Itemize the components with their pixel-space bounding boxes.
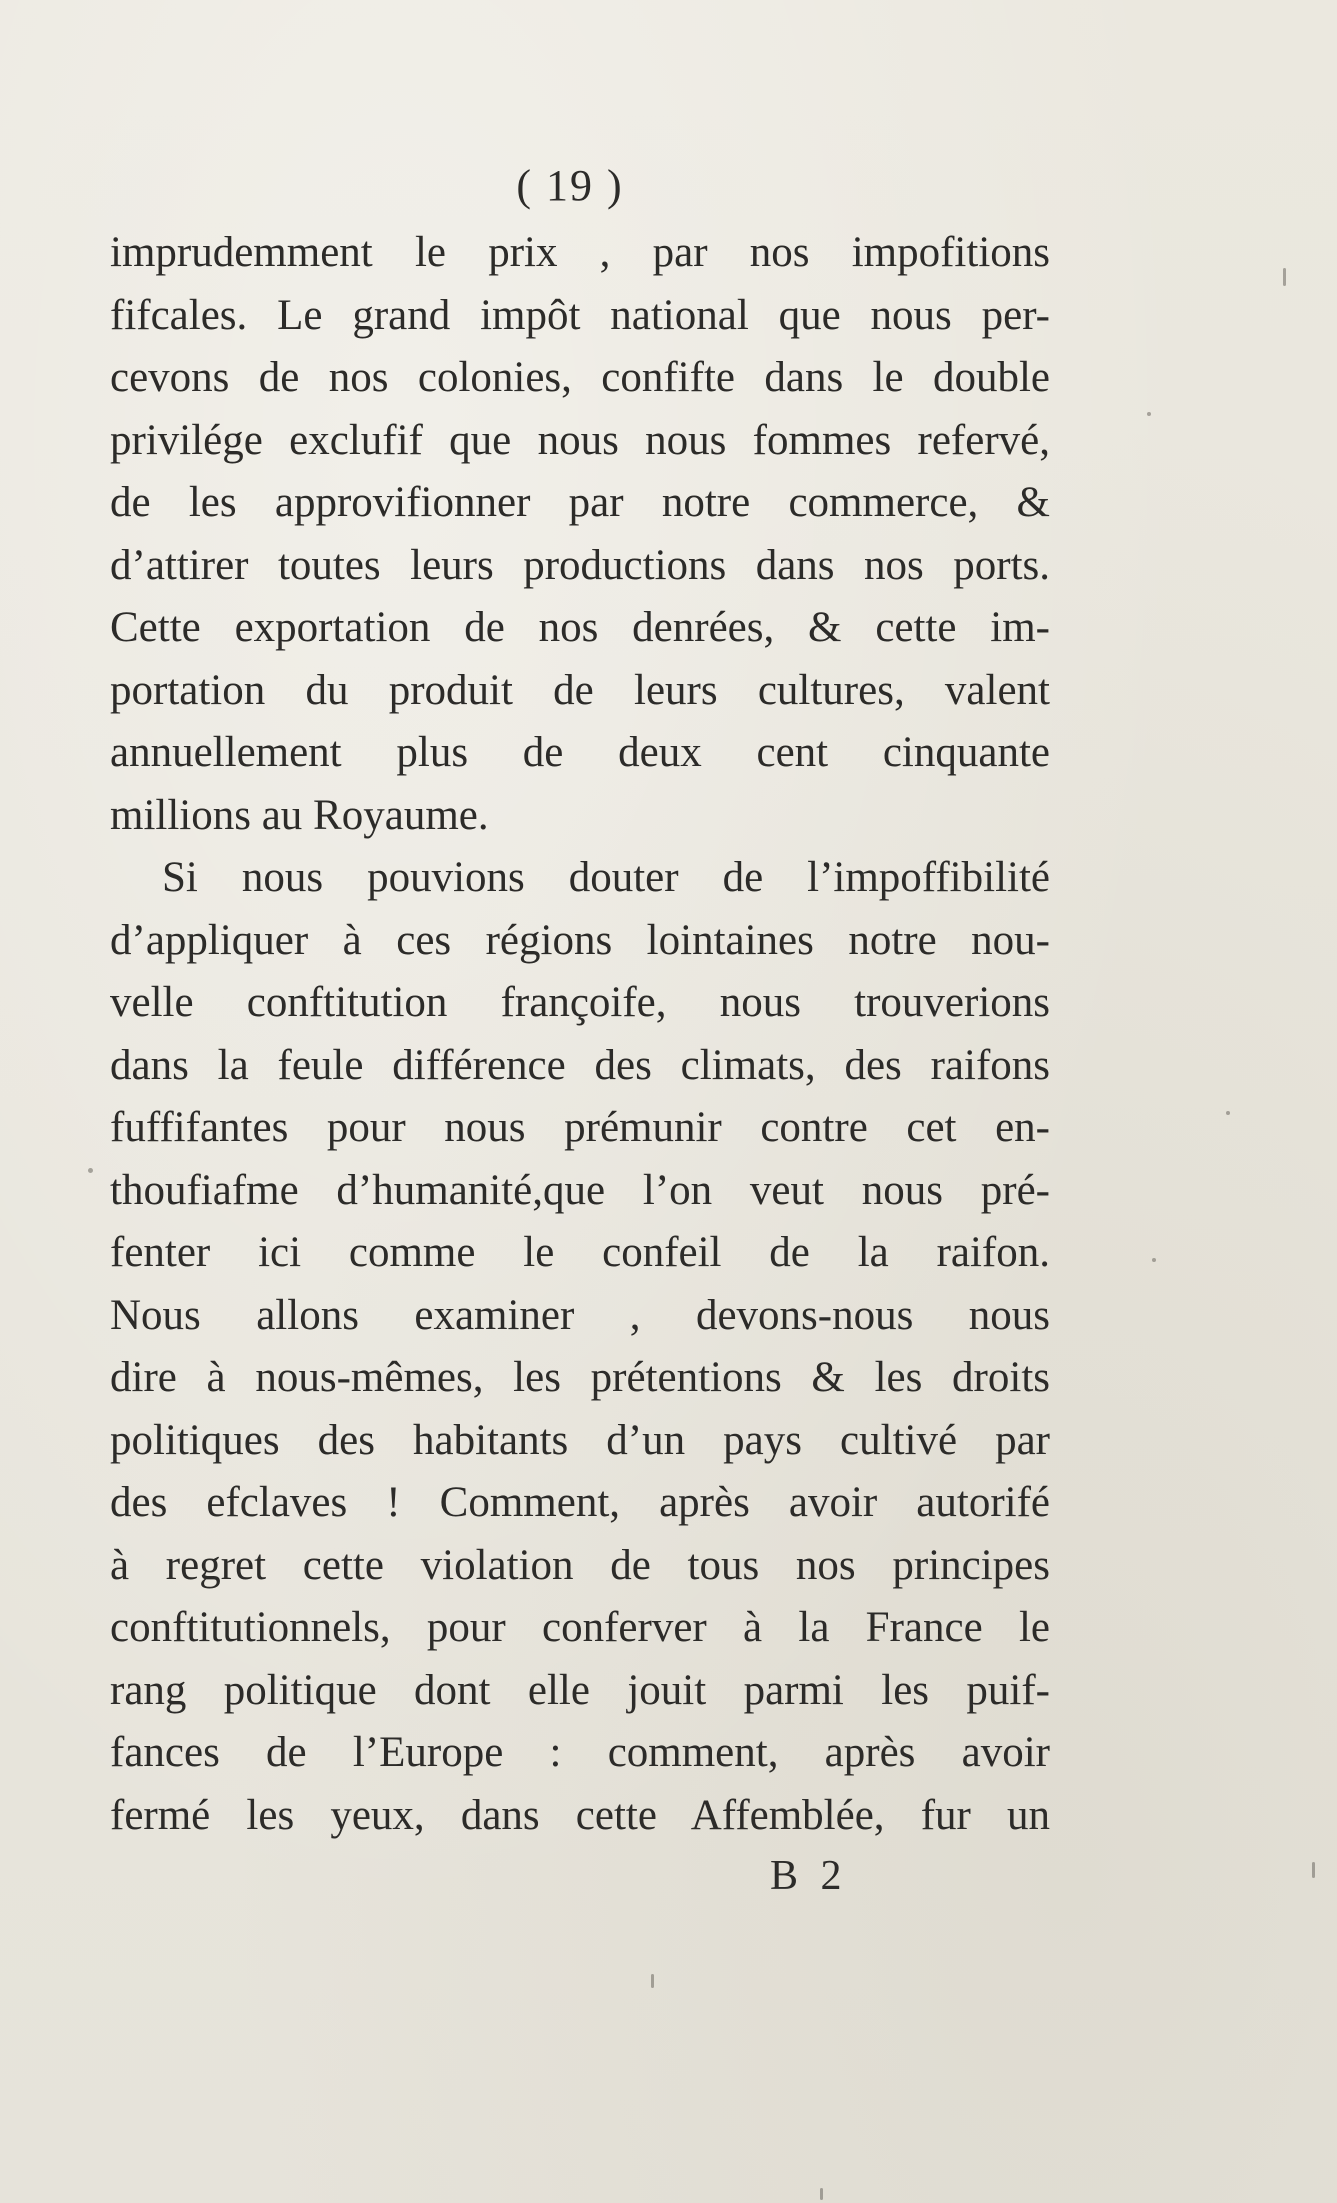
- text-line: imprudemment le prix , par nos impofitions: [110, 229, 1050, 276]
- text-line: millions au Royaume.: [110, 791, 489, 839]
- paper-speck: [1147, 412, 1151, 416]
- page-number: ( 19 ): [516, 161, 624, 210]
- body-text: [110, 222, 1050, 1847]
- text-line: fifcales. Le grand impôt national que nous per-: [110, 291, 1050, 339]
- text-line: politiques des habitants d’un pays cultivé par: [110, 1416, 1050, 1464]
- paper-speck: [1226, 1111, 1230, 1115]
- text-line: thoufiafme d’humanité,que l’on veut nous pré-: [110, 1166, 1050, 1214]
- text-line: annuellement plus de deux cent cinquante: [110, 729, 1050, 776]
- text-line: fermé les yeux, dans cette Affemblée, fur un: [110, 1791, 1050, 1839]
- signature-mark: B 2: [770, 1853, 848, 1899]
- text-line: conftitutionnels, pour conferver à la France le: [110, 1604, 1050, 1651]
- text-line: dans la feule différence des climats, des raifons: [110, 1041, 1050, 1089]
- text-line: Nous allons examiner , devons-nous nous: [110, 1291, 1050, 1339]
- text-line: dire à nous-mêmes, les prétentions & les droits: [110, 1354, 1050, 1401]
- text-line: à regret cette violation de tous nos principes: [110, 1541, 1050, 1589]
- text-line: Si nous pouvions douter de l’impoffibilité: [162, 854, 1050, 901]
- paper-speck: [1312, 1862, 1315, 1878]
- text-line: des efclaves ! Comment, après avoir autorifé: [110, 1479, 1050, 1526]
- text-line: rang politique dont elle jouit parmi les puif-: [110, 1666, 1050, 1714]
- text-line: Cette exportation de nos denrées, & cette im-: [110, 604, 1050, 651]
- text-line: portation du produit de leurs cultures, valent: [110, 666, 1050, 714]
- paper-speck: [88, 1168, 93, 1173]
- text-line: cevons de nos colonies, confifte dans le double: [110, 354, 1050, 401]
- text-line: fances de l’Europe : comment, après avoir: [110, 1729, 1050, 1776]
- paper-speck: [1152, 1258, 1156, 1262]
- paper-speck: [1283, 268, 1286, 286]
- text-line: velle conftitution françoife, nous trouverions: [110, 979, 1050, 1026]
- text-line: d’appliquer à ces régions lointaines notre nou-: [110, 916, 1050, 964]
- text-line: d’attirer toutes leurs productions dans nos ports.: [110, 541, 1050, 589]
- text-line: privilége exclufif que nous nous fommes refervé,: [110, 416, 1050, 464]
- text-line: fuffifantes pour nous prémunir contre cet en-: [110, 1104, 1050, 1151]
- text-line: fenter ici comme le confeil de la raifon.: [110, 1229, 1050, 1276]
- text-line: de les approvifionner par notre commerce, &: [110, 479, 1050, 526]
- paper-speck: [820, 2188, 823, 2200]
- paper-speck: [651, 1974, 654, 1988]
